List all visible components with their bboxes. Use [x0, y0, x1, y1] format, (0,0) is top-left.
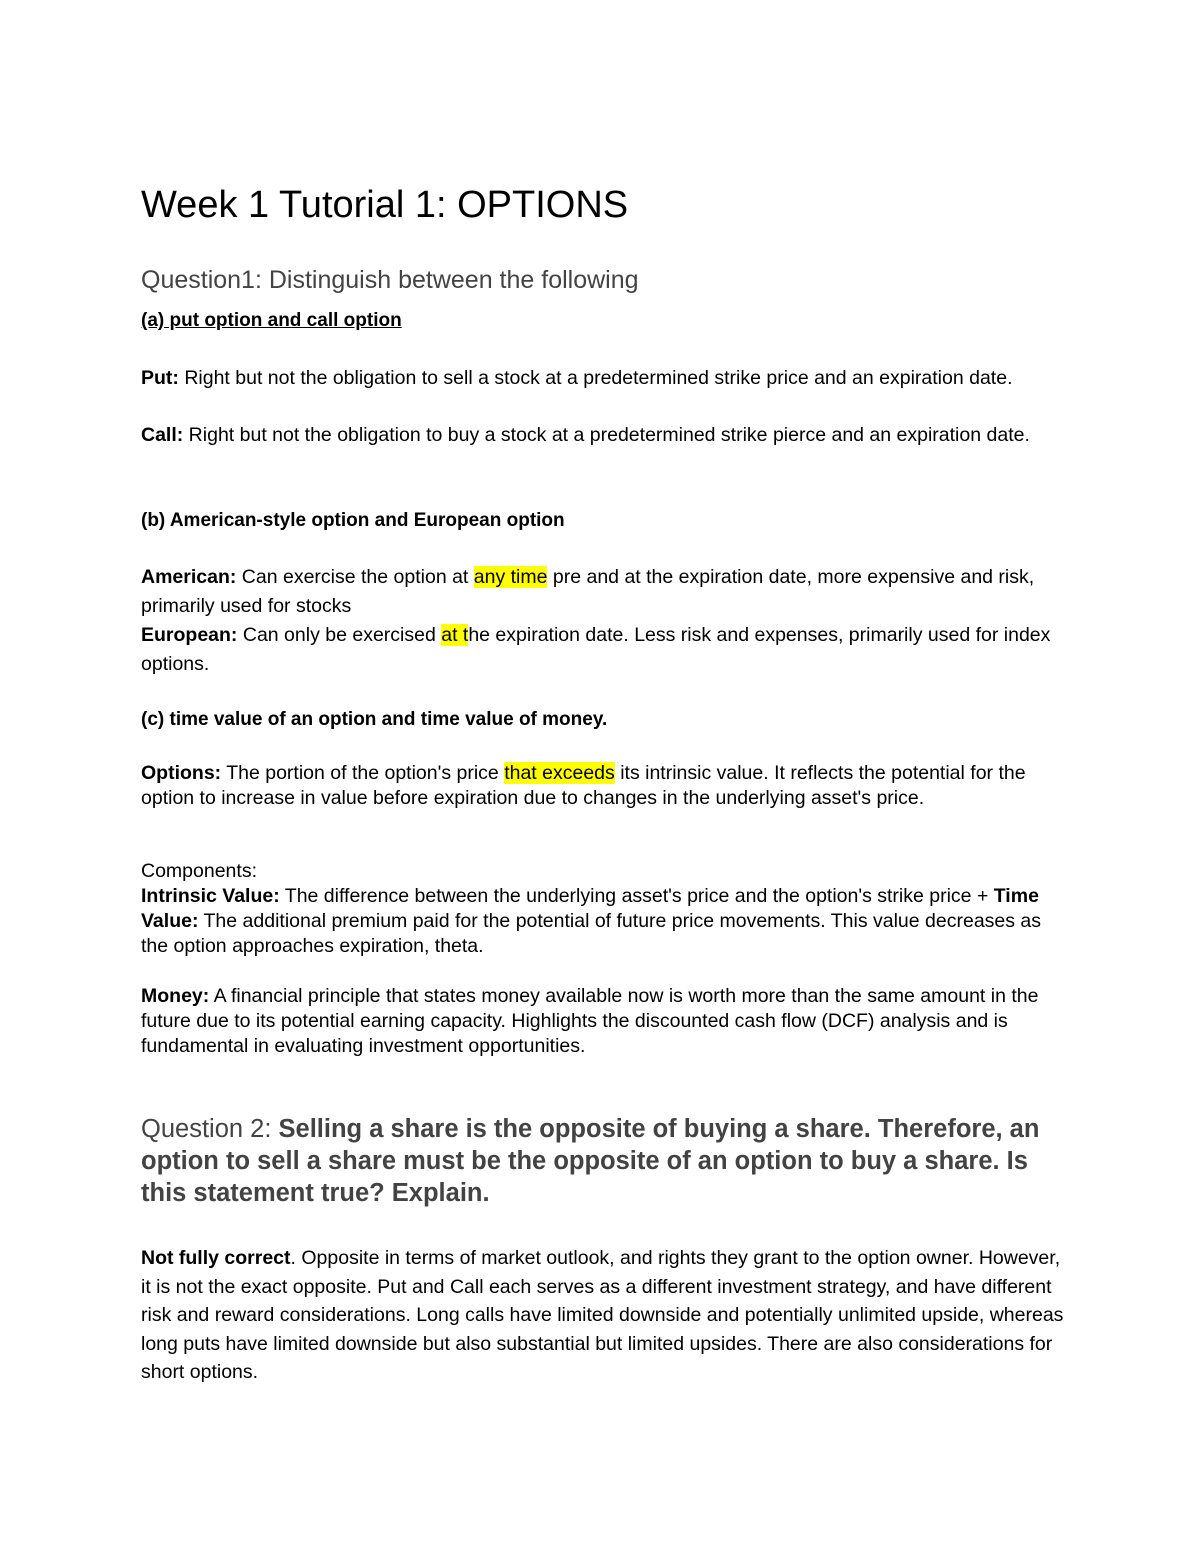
question2-answer [141, 1244, 1071, 1387]
question2-heading [141, 1113, 1071, 1209]
american-text-post: pre and at the expiration date, more expensive and risk, primarily used for stocks [141, 566, 1035, 617]
put-label: Put: [141, 367, 179, 389]
highlight-any-time: any time [473, 566, 548, 588]
options-text-pre: The portion of the option's price [221, 762, 505, 784]
components-label: Components: [141, 860, 257, 882]
european-definition [141, 621, 1071, 678]
highlight-that-exceeds: that exceeds [504, 762, 615, 784]
time-value-label: Time Value: [141, 885, 1039, 932]
question1-heading: Question1: Distinguish between the following [141, 266, 639, 294]
put-text: Right but not the obligation to sell a stock at a predetermined strike price and an expiration date. [178, 367, 1013, 389]
intrinsic-value-text: The difference between the underlying asset's price and the option's strike price + [279, 885, 994, 907]
question2-heading-lead: Question 2: [141, 1115, 272, 1143]
intrinsic-value-label: Intrinsic Value: [141, 885, 280, 907]
european-text-post: he expiration date. Less risk and expenses, primarily used for index options. [141, 624, 1051, 675]
money-label: Money: [141, 985, 210, 1007]
options-label: Options: [141, 762, 222, 784]
american-label: American: [141, 566, 237, 588]
call-text: Right but not the obligation to buy a stock at a predetermined strike pierce and an expiration date. [183, 424, 1030, 446]
american-text-pre: Can exercise the option at [236, 566, 474, 588]
options-definition [141, 761, 1071, 811]
time-value-text: The additional premium paid for the potential of future price movements. This value decreases as the option approaches expiration, theta. [141, 910, 1042, 957]
document-title: Week 1 Tutorial 1: OPTIONS [141, 184, 629, 226]
components-definition [141, 884, 1071, 959]
subheading-b: (b) American-style option and European option [141, 510, 565, 531]
european-label: European: [141, 624, 238, 646]
european-text-pre: Can only be exercised [237, 624, 442, 646]
subheading-c: (c) time value of an option and time value of money. [141, 709, 608, 730]
answer-label: Not fully correct [141, 1247, 291, 1269]
highlight-at: at t [441, 624, 469, 646]
put-definition [141, 364, 1071, 393]
call-definition [141, 421, 1071, 450]
american-definition [141, 563, 1071, 620]
options-text-post: its intrinsic value. It reflects the potential for the option to increase in value before expiration due to changes in the underlying asset's price. [141, 762, 1026, 809]
subheading-a: (a) put option and call option [141, 310, 402, 331]
question2-heading-rest: Selling a share is the opposite of buying a share. Therefore, an option to sell a share must be the opposite of an option to buy a share. Is this statement true? Explain. [141, 1115, 1040, 1207]
money-definition [141, 984, 1071, 1059]
money-text: A financial principle that states money available now is worth more than the same amount in the future due to its potential earning capacity. Highlights the discounted cash flow (DCF) analysis and is fundamental in evaluating investment opportunities. [141, 985, 1039, 1057]
call-label: Call: [141, 424, 184, 446]
answer-text: . Opposite in terms of market outlook, and rights they grant to the option owner. However, it is not the exact opposite. Put and Call each serves as a different investment strategy, and have different risk and reward considerations. Long calls have limited downside and potentially unlimited upside, whereas long puts have limited downside but also substantial but limited upsides. There are also considerations for short options. [141, 1247, 1064, 1383]
